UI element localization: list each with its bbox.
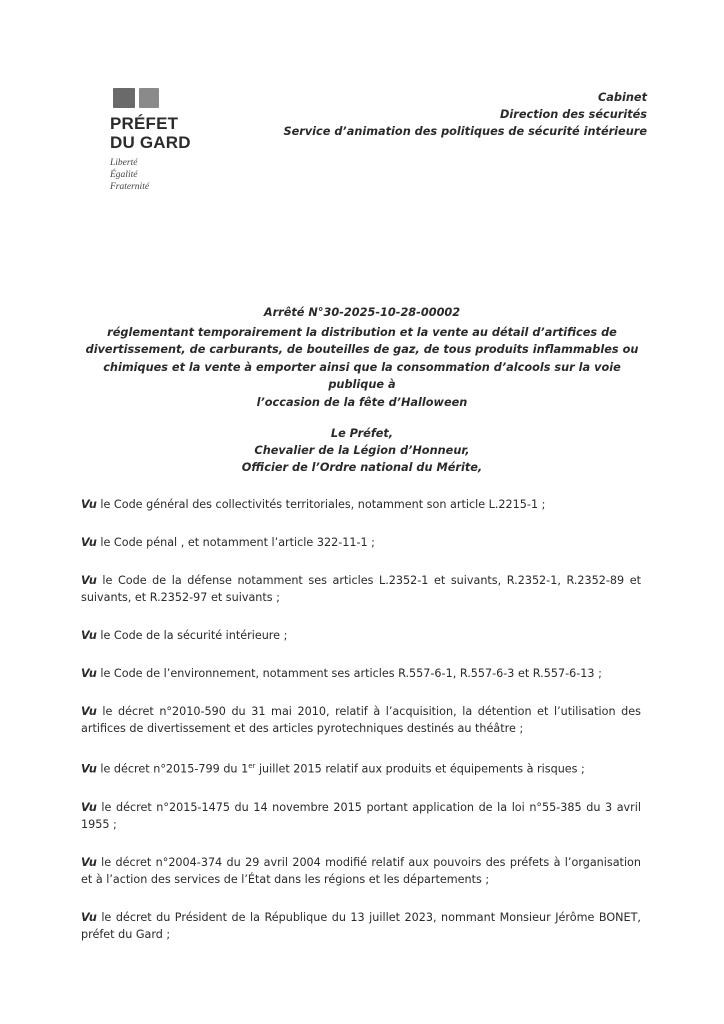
logo-line-2: DU GARD xyxy=(110,133,191,152)
arrete-title xyxy=(80,304,644,411)
motto-fraternite: Fraternité xyxy=(110,182,150,192)
visa-item: Vu le Code de l’environnement, notamment ses articles R.557-6-1, R.557-6-3 et R.557-6-13 ; xyxy=(81,667,602,680)
vu-label: Vu xyxy=(81,800,97,814)
logo-line-1: PRÉFET xyxy=(110,114,179,133)
vu-label: Vu xyxy=(81,629,97,642)
service-name: Service d’animation des politiques de sécurité intérieure xyxy=(283,125,647,138)
subject-line: divertissement, de carburants, de bouteilles de gaz, de tous produits inflammables ou xyxy=(85,343,639,356)
visa-item: Vu le Code de la défense notamment ses articles L.2352-1 et suivants, R.2352-1, R.2352-89 et suivants, et R.2352-97 et suivants ; xyxy=(81,574,641,604)
visa-item: Vu le décret n°2015-1475 du 14 novembre 2015 portant application de la loi n°55-385 du 3 avril 1955 ; xyxy=(81,800,641,831)
visa-item: Vu le décret du Président de la République du 13 juillet 2023, nommant Monsieur Jérôme BONET, préfet du Gard ; xyxy=(81,910,641,941)
visa-item: Vu le Code pénal , et notamment l’article 322-11-1 ; xyxy=(81,536,375,549)
vu-label: Vu xyxy=(81,667,97,680)
motto-egalite: Égalité xyxy=(110,170,138,180)
prefet-line: Chevalier de la Légion d’Honneur, xyxy=(254,444,470,457)
motto-liberte: Liberté xyxy=(110,158,138,168)
visa-item: Vu le Code de la sécurité intérieure ; xyxy=(81,629,288,642)
logo-motto xyxy=(110,157,220,193)
subject-line: chimiques et la vente à emporter ainsi que la consommation d’alcools sur la voie publique à xyxy=(103,360,621,391)
vu-label: Vu xyxy=(81,855,97,869)
vu-label: Vu xyxy=(81,574,97,587)
visas-list xyxy=(81,496,641,943)
subject-line: réglementant temporairement la distribution et la vente au détail d’artifices de xyxy=(107,325,617,339)
vu-label: Vu xyxy=(81,910,97,924)
prefet-titles xyxy=(180,425,544,476)
vu-label: Vu xyxy=(81,762,97,776)
visa-item: Vu le décret n°2015-799 du 1er juillet 2015 relatif aux produits et équipements à risques ; xyxy=(81,762,585,776)
visa-item: Vu le Code général des collectivités territoriales, notamment son article L.2215-1 ; xyxy=(81,498,546,511)
vu-label: Vu xyxy=(81,536,97,549)
arrete-number: Arrêté N°30-2025-10-28-00002 xyxy=(263,306,461,319)
service-header xyxy=(283,89,647,140)
vu-label: Vu xyxy=(81,498,97,511)
visa-item: Vu le décret n°2004-374 du 29 avril 2004 modifié relatif aux pouvoirs des préfets à l’organisation et à l’action des services de l’État dans les régions et les départements ; xyxy=(81,855,641,886)
vu-label: Vu xyxy=(81,705,97,718)
marianne-logo-icon xyxy=(113,88,159,108)
logo-name xyxy=(110,114,220,152)
prefet-line: Le Préfet, xyxy=(330,427,394,440)
prefet-line: Officier de l’Ordre national du Mérite, xyxy=(241,461,483,474)
prefet-logo xyxy=(110,88,220,193)
service-direction: Direction des sécurités xyxy=(500,108,647,121)
service-cabinet: Cabinet xyxy=(598,91,647,104)
visa-item: Vu le décret n°2010-590 du 31 mai 2010, relatif à l’acquisition, la détention et l’utilisation des artifices de divertissement et des articles pyrotechniques destinés au théâtre ; xyxy=(81,705,641,735)
subject-line: l’occasion de la fête d’Halloween xyxy=(256,395,468,409)
